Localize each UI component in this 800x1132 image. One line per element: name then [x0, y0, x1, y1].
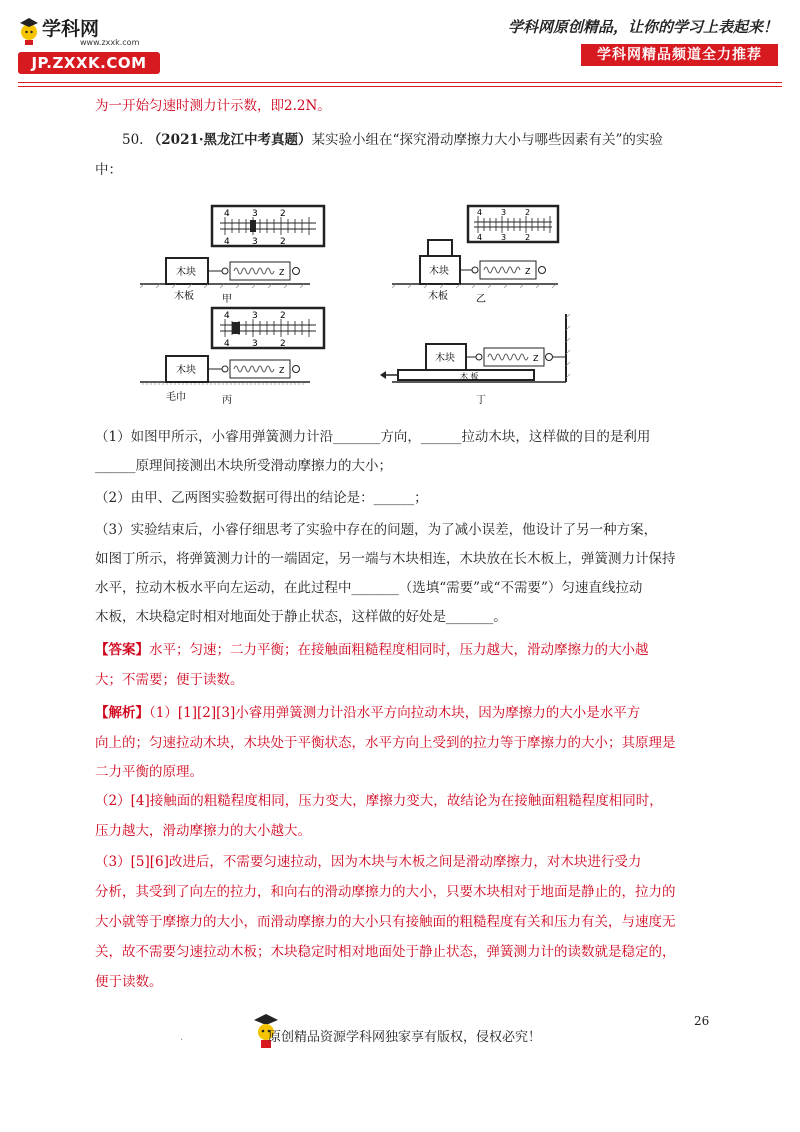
- svg-text:木块: 木块: [435, 353, 455, 364]
- answer-tag: 【答案】: [95, 642, 149, 658]
- panel-ding: [380, 314, 570, 406]
- mascot-icon: [18, 16, 40, 46]
- question-part-3-line-3: 水平，拉动木板水平向左运动，在此过程中_______（选填“需要”或“不需要”）匀速直线拉动: [95, 580, 643, 596]
- question-title: [122, 130, 734, 150]
- svg-text:2: 2: [280, 311, 286, 321]
- analysis-line-8: 大小就等于摩擦力的大小，而滑动摩擦力的大小只有接触面的粗糙程度有关和压力有关，与速度无: [95, 914, 676, 930]
- channel-banner[interactable]: 学科网精品频道全力推荐: [581, 44, 778, 66]
- svg-text:Z: Z: [533, 354, 539, 363]
- svg-text:2: 2: [280, 339, 286, 349]
- question-text-cont: 中：: [95, 162, 122, 178]
- svg-text:Z: Z: [279, 268, 285, 277]
- panel-yi: [392, 206, 558, 305]
- scale-label-2: 2: [280, 209, 286, 219]
- towel-label: 毛巾: [166, 392, 186, 403]
- panel-label-jia: 甲: [222, 294, 232, 305]
- analysis-line-9: 关，故不需要匀速拉动木板；木块稳定时相对地面处于静止状态，弹簧测力计的读数就是稳定的，: [95, 944, 676, 960]
- question-part-2-line-1: （2）由甲、乙两图实验数据可得出的结论是：______；: [95, 490, 428, 506]
- svg-text:3: 3: [252, 339, 258, 349]
- page-number: 26: [694, 1014, 710, 1028]
- svg-text:3: 3: [501, 208, 507, 217]
- copyright-notice: 原创精品资源学科网独家享有版权，侵权必究！: [268, 1030, 542, 1045]
- svg-text:3: 3: [501, 233, 507, 242]
- logo-subtitle: www.zxxk.com: [80, 38, 140, 47]
- site-logo[interactable]: [18, 14, 163, 76]
- svg-text:木块: 木块: [176, 365, 196, 376]
- svg-text:4: 4: [224, 311, 230, 321]
- question-source: （2021·黑龙江中考真题）: [147, 132, 312, 148]
- scale-label-4: 4: [224, 209, 230, 219]
- question-part-1-line-1: （1）如图甲所示，小睿用弹簧测力计沿_______方向，______拉动木块，这样做的目的是利用: [95, 429, 651, 445]
- svg-text:3: 3: [252, 237, 258, 247]
- header-divider-thin: [18, 86, 782, 87]
- panel-jia: [140, 206, 324, 305]
- svg-text:木板: 木板: [428, 291, 448, 302]
- answer-line-2: 大；不需要；便于读数。: [95, 672, 244, 688]
- svg-text:2: 2: [525, 208, 531, 217]
- analysis-text: （1）[1][2][3]小睿用弹簧测力计沿水平方向拉动木块，因为摩擦力的大小是水平方: [149, 705, 641, 721]
- analysis-line-1: [95, 703, 707, 723]
- question-text: 某实验小组在“探究滑动摩擦力大小与哪些因素有关”的实验: [311, 132, 663, 148]
- svg-text:3: 3: [252, 311, 258, 321]
- analysis-line-3: 二力平衡的原理。: [95, 764, 203, 780]
- panel-label-yi: 乙: [476, 294, 486, 305]
- analysis-line-2: 向上的；匀速拉动木块，木块处于平衡状态，水平方向上受到的拉力等于摩擦力的大小；其原理是: [95, 735, 676, 751]
- header-slogan: 学科网原创精品，让你的学习上表起来！: [507, 18, 778, 36]
- arrow-left-icon: [380, 371, 386, 379]
- svg-text:2: 2: [280, 237, 286, 247]
- block-label: 木块: [176, 267, 196, 278]
- logo-title: 学科网: [42, 18, 100, 40]
- weight-block-yi: [428, 240, 452, 256]
- board-label: 木板: [174, 291, 194, 302]
- svg-text:4: 4: [477, 233, 483, 242]
- question-part-3-line-4: 木板，木块稳定时相对地面处于静止状态，这样做的好处是_______。: [95, 609, 507, 625]
- analysis-tag: 【解析】: [95, 705, 149, 721]
- previous-answer-line: 为一开始匀速时测力计示数，即2.2N。: [95, 98, 331, 114]
- analysis-line-7: 分析，其受到了向左的拉力，和向右的滑动摩擦力的大小，只要木块相对于地面是静止的，拉力的: [95, 884, 676, 900]
- analysis-line-5: 压力越大，滑动摩擦力的大小越大。: [95, 823, 311, 839]
- panel-bing: [140, 308, 324, 406]
- answer-line-1: [95, 640, 707, 660]
- svg-text:4: 4: [224, 237, 230, 247]
- scale-label-3: 3: [252, 209, 258, 219]
- long-board-label: 木 板: [460, 372, 479, 381]
- logo-url[interactable]: JP.ZXXK.COM: [18, 52, 160, 74]
- question-number: 50.: [122, 132, 144, 148]
- svg-text:4: 4: [477, 208, 483, 217]
- svg-text:4: 4: [224, 339, 230, 349]
- answer-text: 水平；匀速；二力平衡；在接触面粗糙程度相同时，压力越大，滑动摩擦力的大小越: [149, 642, 649, 658]
- panel-label-bing: 丙: [222, 395, 232, 406]
- svg-text:2: 2: [525, 233, 531, 242]
- question-part-1-line-2: ______原理间接测出木块所受滑动摩擦力的大小；: [95, 458, 392, 474]
- analysis-line-10: 便于读数。: [95, 974, 163, 990]
- svg-text:Z: Z: [279, 366, 285, 375]
- analysis-line-6: （3）[5][6]改进后，不需要匀速拉动，因为木块与木板之间是滑动摩擦力，对木块进行受力: [95, 854, 642, 870]
- header-divider: [18, 82, 782, 83]
- panel-label-ding: 丁: [476, 395, 486, 406]
- svg-text:木块: 木块: [429, 266, 449, 277]
- question-part-3-line-1: （3）实验结束后，小睿仔细思考了实验中存在的问题，为了减小误差，他设计了另一种方案，: [95, 522, 658, 538]
- svg-text:Z: Z: [525, 267, 531, 276]
- footer-dot: .: [180, 1032, 184, 1043]
- experiment-figure: [130, 198, 580, 410]
- question-part-3-line-2: 如图丁所示，将弹簧测力计的一端固定，另一端与木块相连，木块放在长木板上，弹簧测力计保持: [95, 551, 676, 567]
- analysis-line-4: （2）[4]接触面的粗糙程度相同，压力变大，摩擦力变大，故结论为在接触面粗糙程度相同时，: [95, 793, 663, 809]
